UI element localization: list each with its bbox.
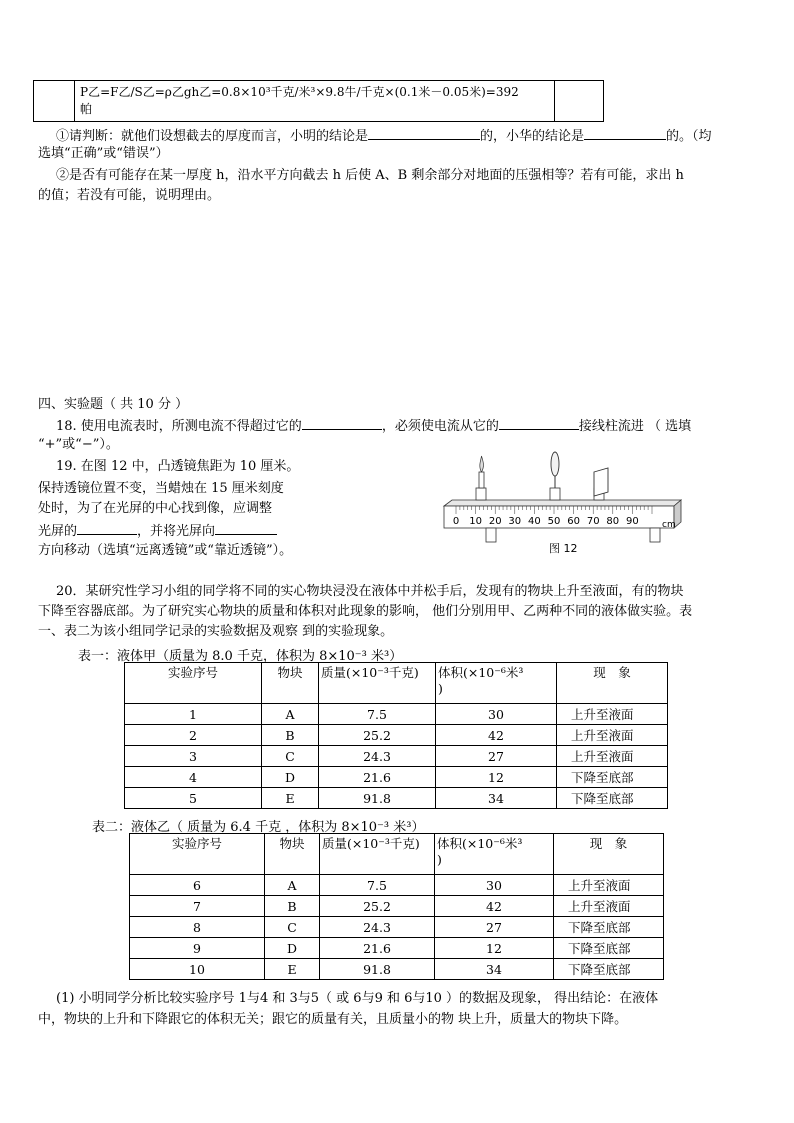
- table2-header-phenomenon: 现 象: [554, 834, 664, 875]
- table2-header-volume: 体积(×10⁻⁶米³ ): [435, 834, 554, 875]
- cell-index: 2: [125, 725, 262, 746]
- cell-block: D: [265, 938, 320, 959]
- cell-mass: 21.6: [319, 767, 436, 788]
- table1-header-block: 物块: [262, 663, 319, 704]
- table-row: [125, 746, 668, 767]
- figure-caption: 图 12: [549, 542, 578, 555]
- cell-phenomenon: 上升至液面: [557, 704, 668, 725]
- top-table-divider-right: [554, 81, 555, 121]
- cell-block: A: [265, 875, 320, 896]
- table1: [124, 662, 668, 809]
- cell-index: 9: [130, 938, 265, 959]
- table2-header-block: 物块: [265, 834, 320, 875]
- q18: [56, 416, 756, 436]
- cell-mass: 7.5: [320, 875, 435, 896]
- cell-mass: 25.2: [319, 725, 436, 746]
- cell-volume: 42: [436, 725, 557, 746]
- cell-phenomenon: 下降至底部: [557, 788, 668, 809]
- ruler-unit-label: cm: [662, 520, 676, 530]
- table2-caption: 表二：液体乙（ 质量为 6.4 千克 ，体积为 8×10⁻³ 米³）: [92, 820, 425, 835]
- ruler-tick-label: 70: [586, 516, 600, 527]
- judge-text-3: 的。（均: [666, 129, 712, 144]
- cell-block: B: [262, 725, 319, 746]
- cell-index: 8: [130, 917, 265, 938]
- table-row: [130, 959, 664, 980]
- ruler-tick-label: 60: [567, 516, 580, 527]
- cell-volume: 34: [436, 788, 557, 809]
- cell-index: 3: [125, 746, 262, 767]
- cell-block: C: [262, 746, 319, 767]
- ruler-tick-label: 20: [488, 516, 502, 527]
- q19-blank-height[interactable]: [77, 521, 137, 535]
- q18-blank-range[interactable]: [302, 416, 382, 430]
- formula-line-1: P乙=F乙/S乙=ρ乙gh乙=0.8×10³千克/米³×9.8牛/千克×(0.1米－0.05米)=392: [80, 85, 519, 99]
- cell-index: 4: [125, 767, 262, 788]
- q18-blank-terminal[interactable]: [499, 416, 579, 430]
- table2-header-row: [130, 834, 664, 875]
- cell-volume: 34: [435, 959, 554, 980]
- formula-line-2: 帕: [80, 102, 93, 116]
- cell-mass: 25.2: [320, 896, 435, 917]
- q18-text-1: 18. 使用电流表时，所测电流不得超过它的: [56, 419, 302, 434]
- bench-top-face: [444, 500, 681, 506]
- q20-line2: 下降至容器底部。为了研究实心物块的质量和体积对此现象的影响， 他们分别用甲、乙两种不同的液体做实验。表: [38, 604, 693, 619]
- cell-volume: 30: [436, 704, 557, 725]
- table-row: [130, 917, 664, 938]
- q18-text-2: ，必须使电流从它的: [381, 419, 499, 434]
- possible-question-line1: ②是否有可能存在某一厚度 h，沿水平方向截去 h 后使 A、B 剩余部分对地面的压强相等？若有可能，求出 h: [56, 168, 684, 183]
- table1-header-volume: 体积(×10⁻⁶米³ ): [436, 663, 557, 704]
- table-row: [130, 896, 664, 917]
- cell-block: D: [262, 767, 319, 788]
- q18-line2: “+”或“−”）。: [38, 437, 119, 452]
- table-row: [125, 725, 668, 746]
- light-screen: [594, 468, 608, 500]
- candle: [476, 456, 486, 500]
- judge-question-line2: 选填“正确”或“错误”）: [38, 146, 169, 161]
- judge-text-2: 的，小华的结论是: [480, 129, 585, 144]
- q19-text-4b: ，并将光屏向: [137, 524, 216, 539]
- cell-mass: 91.8: [319, 788, 436, 809]
- cell-volume: 42: [435, 896, 554, 917]
- judge-text-1: ①请判断：就他们设想截去的厚度而言，小明的结论是: [56, 129, 369, 144]
- answer-blank-xiaohua[interactable]: [584, 126, 666, 140]
- cell-phenomenon: 上升至液面: [557, 725, 668, 746]
- cell-volume: 30: [435, 875, 554, 896]
- cell-volume: 27: [436, 746, 557, 767]
- table2-header-index: 实验序号: [130, 834, 265, 875]
- cell-volume: 27: [435, 917, 554, 938]
- q19-line5: 方向移动（选填“远离透镜”或“靠近透镜”）。: [38, 543, 293, 558]
- table1-header-mass: 质量(×10⁻³千克): [319, 663, 436, 704]
- cell-index: 10: [130, 959, 265, 980]
- cell-phenomenon: 下降至底部: [554, 917, 664, 938]
- cell-phenomenon: 上升至液面: [554, 896, 664, 917]
- ruler-tick-label: 40: [528, 516, 541, 527]
- table-row: [130, 875, 664, 896]
- q19-line3: 处时，为了在光屏的中心找到像，应调整: [38, 501, 273, 516]
- table1-header-row: [125, 663, 668, 704]
- ruler-tick-label: 90: [626, 516, 639, 527]
- cell-block: E: [265, 959, 320, 980]
- cell-phenomenon: 上升至液面: [554, 875, 664, 896]
- cell-volume: 12: [435, 938, 554, 959]
- cell-mass: 7.5: [319, 704, 436, 725]
- possible-question-line2: 的值；若没有可能，说明理由。: [38, 188, 221, 203]
- q20-line3: 一、表二为该小组同学记录的实验数据及观察 到的实验现象。: [38, 624, 394, 639]
- cell-index: 6: [130, 875, 265, 896]
- cell-volume: 12: [436, 767, 557, 788]
- table-row: [125, 704, 668, 725]
- cell-phenomenon: 下降至底部: [554, 938, 664, 959]
- cell-block: C: [265, 917, 320, 938]
- table-row: [125, 788, 668, 809]
- top-table-divider-left: [74, 81, 75, 121]
- ruler-tick-label: 50: [547, 516, 561, 527]
- ruler-tick-label: 0: [452, 516, 460, 527]
- cell-index: 7: [130, 896, 265, 917]
- table2-header-mass: 质量(×10⁻³千克): [320, 834, 435, 875]
- conclusion-line1: (1) 小明同学分析比较实验序号 1与4 和 3与5（ 或 6与9 和 6与10 ）的数据及现象， 得出结论：在液体: [56, 991, 659, 1006]
- table1-header-phenomenon: 现 象: [557, 663, 668, 704]
- table1-header-index: 实验序号: [125, 663, 262, 704]
- table2: [129, 833, 664, 980]
- bench-foot-left: [486, 528, 496, 542]
- cell-block: A: [262, 704, 319, 725]
- cell-block: E: [262, 788, 319, 809]
- cell-mass: 21.6: [320, 938, 435, 959]
- cell-block: B: [265, 896, 320, 917]
- table1-caption: 表一：液体甲（质量为 8.0 千克，体积为 8×10⁻³ 米³）: [78, 649, 403, 664]
- conclusion-line2: 中，物块的上升和下降跟它的体积无关；跟它的质量有关，且质量小的物 块上升，质量大的物块下降。: [38, 1012, 628, 1027]
- q19-text-4a: 光屏的: [38, 524, 78, 539]
- judge-question: [56, 126, 756, 146]
- q19-line2: 保持透镜位置不变，当蜡烛在 15 厘米刻度: [38, 481, 284, 496]
- cell-phenomenon: 下降至底部: [554, 959, 664, 980]
- top-table: [33, 80, 604, 122]
- cell-index: 1: [125, 704, 262, 725]
- answer-blank-xiaoming[interactable]: [368, 126, 480, 140]
- cell-mass: 24.3: [320, 917, 435, 938]
- cell-index: 5: [125, 788, 262, 809]
- q18-text-3: 接线柱流进 （ 选填: [578, 419, 692, 434]
- cell-phenomenon: 上升至液面: [557, 746, 668, 767]
- ruler-tick-label: 80: [606, 516, 620, 527]
- ruler-tick-label: 30: [508, 516, 522, 527]
- q19-line1: 19. 在图 12 中，凸透镜焦距为 10 厘米。: [56, 459, 300, 474]
- cell-mass: 24.3: [319, 746, 436, 767]
- section-heading: 四、实验题（ 共 10 分 ）: [38, 397, 189, 412]
- table-row: [130, 938, 664, 959]
- bench-foot-right: [650, 528, 660, 542]
- convex-lens: [550, 452, 560, 500]
- q19-blank-direction[interactable]: [215, 521, 277, 535]
- table-row: [125, 767, 668, 788]
- cell-mass: 91.8: [320, 959, 435, 980]
- ruler-tick-label: 10: [469, 516, 482, 527]
- q20-line1: 20．某研究性学习小组的同学将不同的实心物块浸没在液体中并松手后，发现有的物块上升至液面，有的物块: [56, 584, 684, 599]
- cell-phenomenon: 下降至底部: [557, 767, 668, 788]
